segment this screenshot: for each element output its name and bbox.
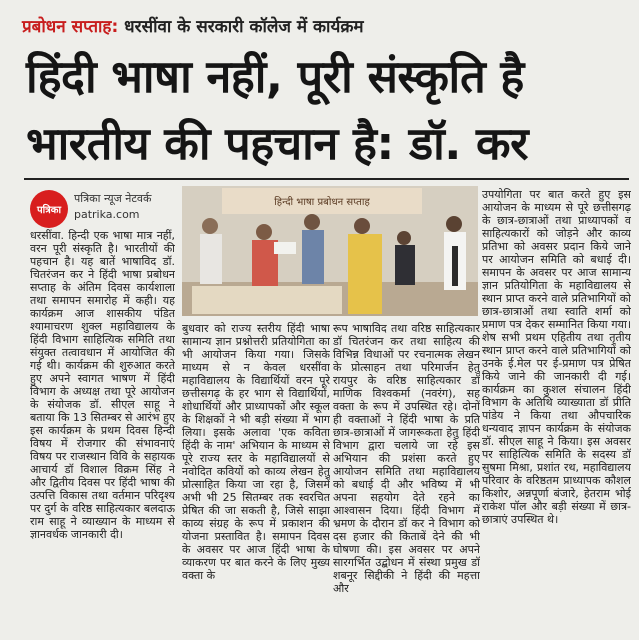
event-photo — [182, 186, 478, 316]
kicker-text: धरसींवा के सरकारी कॉलेज में कार्यक्रम — [124, 17, 364, 37]
byline-agency: पत्रिका न्यूज नेटवर्क — [74, 192, 152, 205]
kicker-series: प्रबोधन सप्ताह: — [22, 17, 119, 37]
logo-text: पत्रिका — [36, 205, 62, 216]
article-column-4: उपयोगिता पर बात करते हुए इस आयोजन के माध्यम से पूरे छत्तीसगढ़ के छात्र-छात्राओं तथा प्राध्यापकों व साहित्यकारों को जोड़ने और काव्य प्रतिभा को अवसर प्रदान किये जाने पर आयोजन समिति को बधाई दी। समापन के अवसर पर आज सामान्य ज्ञान प्रतियोगिता के महाविद्यालय से स्थान प्राप्त करने वाले प्रतिभागियों को छात्र-छात्राओं तथा स्वाति शर्मा को प्रमाण पत्र देकर सम्मानित किया गया। शेष सभी प्रथम एहितीय तथा तृतीय स्थान प्राप्त करने वाले प्रतिभागियों को उनके ई.मेल पर ई-प्रमाण पत्र प्रेषित किये जाने की जानकारी दी गई। कार्यक्रम का कुशल संचालन हिंदी विभाग के अतिथि व्याख्याता डॉ प्रीति पांडेय ने किया तथा औपचारिक धन्यवाद ज्ञापन कार्यक्रम के संयोजक डॉ. सीएल साहू ने किया। इस अवसर पर साहित्यिक समिति के सदस्य डॉ सुषमा मिश्रा, प्रशांत रथ, महाविद्यालय परिवार के वरिष्ठतम प्राध्यापक कौशल किशोर, अन्नपूर्णा बंजारे, हेतराम भोई राकेश पॉल और बड़ी संख्या में छात्र-छात्राएं उपस्थित थे। — [482, 188, 631, 526]
adjacent-column-edge — [0, 190, 10, 490]
kicker — [22, 14, 364, 37]
article-column-1: धरसींवा. हिन्दी एक भाषा मात्र नहीं, वरन पूरी संस्कृति है। भारतीयों की पहचान है। यह बातें भाषाविद डॉ. चितरंजन कर ने हिंदी भाषा प्रबोधन सप्ताह के अंतिम दिवस कार्यशाला तथा समापन समारोह में कही। यह कार्यक्रम आज शासकीय पंडित श्यामाचरण शुक्ल महाविद्यालय के हिंदी विभाग साहित्यिक समिति तथा संयुक्त तत्वावधान में आयोजित की गई थी। कार्यक्रम की शुरुआत करते हुए अपने स्वागत भाषण में हिंदी विभाग के अध्यक्ष तथा पूरे आयोजन के संयोजक डॉ. सीएल साहू ने बताया कि 13 सितम्बर से आरंभ हुए इस कार्यक्रम के प्रथम दिवस हिन्दी विषय में रोजगार की संभावनाएं विषय पर राजस्थान विवि के सहायक आचार्य डॉ विशाल विक्रम सिंह ने और द्वितीय दिवस पर हिंदी भाषा की उत्पत्ति विकास तथा वर्तमान परिदृश्य पर दुर्ग के वरिष्ठ साहित्यकार बलदाऊ राम साहू ने व्याख्यान के माध्यम से ज्ञानवर्धक जानकारी दी। — [30, 229, 175, 541]
byline-domain: patrika.com — [74, 208, 140, 221]
article-column-3: रूप भाषाविद तथा वरिष्ठ साहित्यकार डॉ चितरंजन कर तथा साहित्य की विभिन्न विधाओं पर रचनात्मक लेखन के प्रोत्साहन तथा परिमार्जन हेतु रायपुर के वरिष्ठ साहित्यकार डॉ माणिक विश्वकर्मा (नवरंग), सह वक्ता के रूप में उपस्थित रहे। दोनों ही वक्ताओं ने हिंदी भाषा के प्रति छात्र-छात्राओं में जागरूकता हेतु हिंदी विभाग द्वारा चलाये जा रहे इस अभियान की प्रशंसा करते हुए आयोजन समिति तथा महाविद्यालय को बधाई दी और भविष्य में भी अपना सहयोग देते रहने का आश्वासन दिया। हिंदी विभाग में भ्रमण के दौरान डॉ कर ने विभाग को दस हजार की किताबें देने की भी घोषणा की। इस अवसर पर अपने सारगर्भित उद्बोधन में संस्था प्रमुख डॉ शबनूर सिद्दीकी ने हिंदी की महत्ता और — [333, 322, 480, 595]
article-column-2: बुधवार को राज्य स्तरीय हिंदी भाषा सामान्य ज्ञान प्रश्नोत्तरी प्रतियोगिता का भी आयोजन किया गया। जिसके माध्यम से न केवल धरसींवा महाविद्यालय के विद्यार्थियों वरन पूरे छत्तीसगढ़ के हर भाग से विद्यार्थियों, शोधार्थियों और प्राध्यापकों और स्कूल के शिक्षकों ने भी बड़ी संख्या में भाग लिया। इसके अलावा 'एक कविता हिंदी के नाम' अभियान के माध्यम से पूरे राज्य स्तर के महाविद्यालयों से नवोदित कवियों को काव्य लेखन हेतु प्रोत्साहित किया जा रहा है, जिसमें अभी भी 25 सितम्बर तक स्वरचित प्रेषित की जा सकती है, जिसे साझा काव्य संग्रह के रूप में प्रकाशन की योजना प्रस्तावित है। समापन दिवस के अवसर पर आज हिंदी भाषा के व्याकरण पर बात करने के लिए मुख्य वक्ता के — [182, 322, 330, 582]
photo-banner-text: हिन्दी भाषा प्रबोधन सप्ताह — [274, 197, 370, 208]
headline-rule — [24, 178, 629, 180]
headline-line-1: हिंदी भाषा नहीं, पूरी संस्कृति है — [26, 50, 524, 103]
patrika-logo — [30, 190, 68, 228]
headline-line-2: भारतीय की पहचान है: डॉ. कर — [26, 117, 528, 170]
event-photo-illustration — [182, 186, 478, 316]
